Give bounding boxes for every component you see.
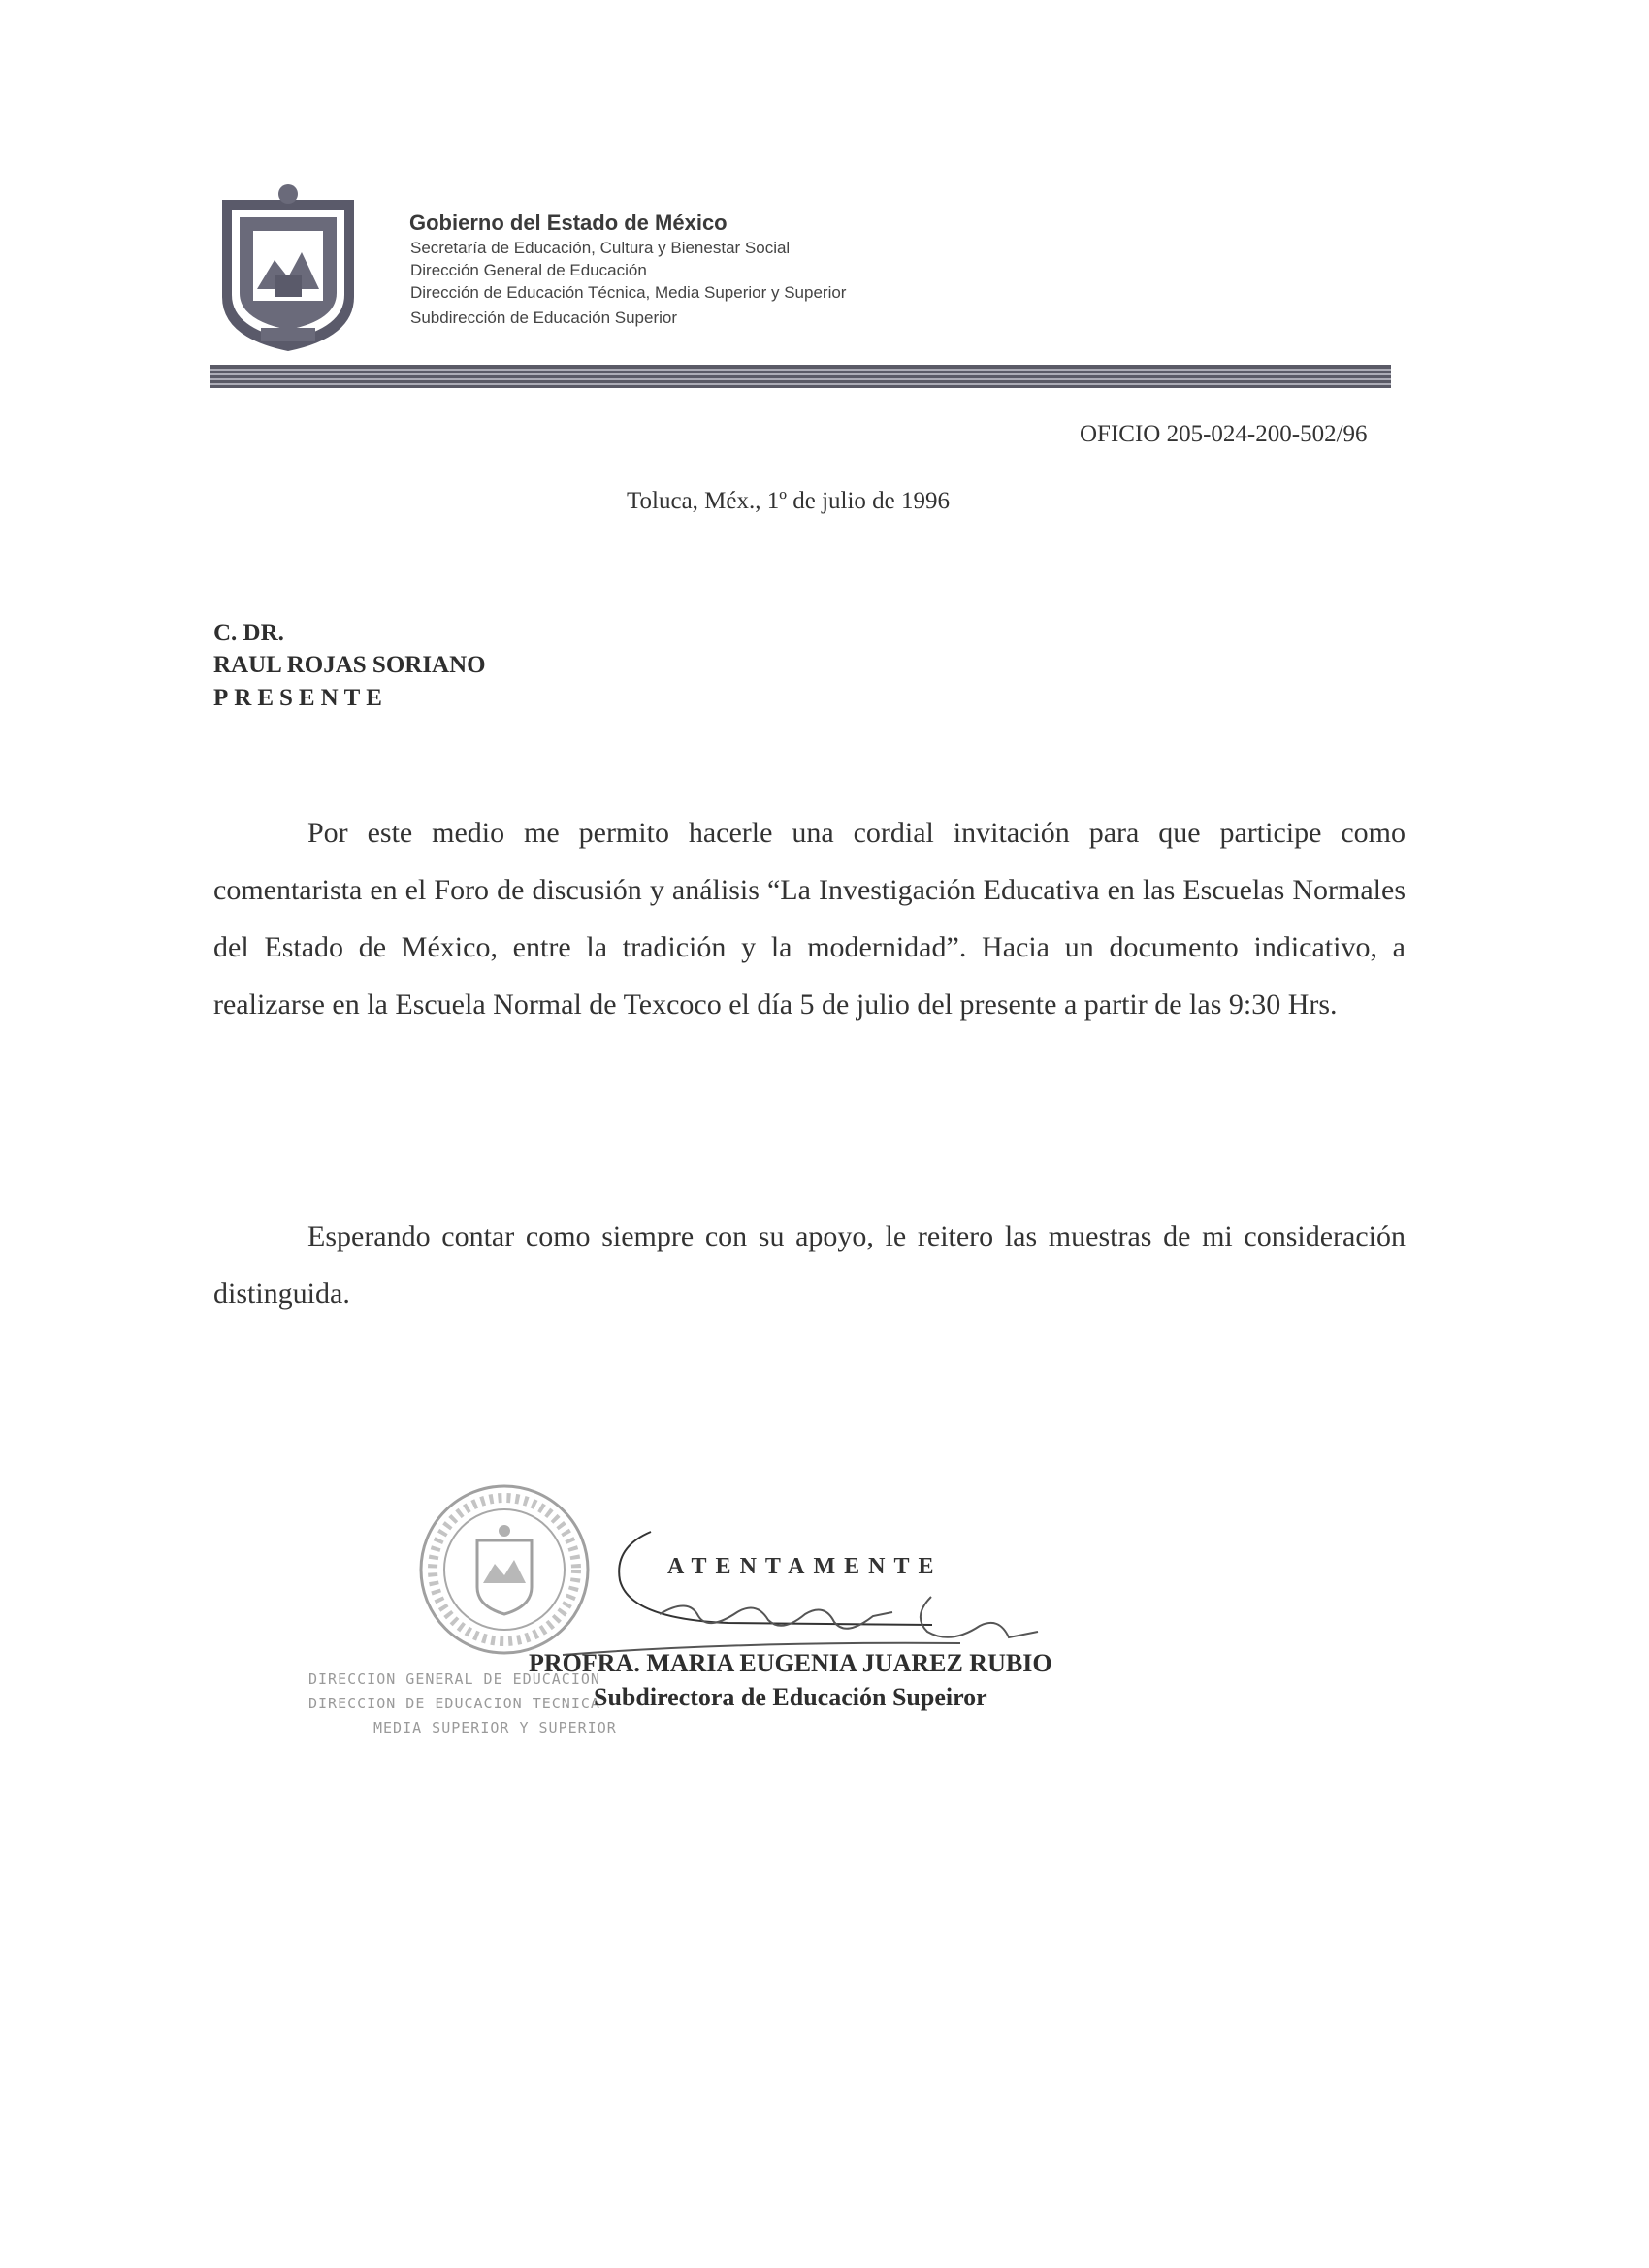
seal-text-line: DIRECCION GENERAL DE EDUCACION	[308, 1670, 600, 1688]
document-reference-number: OFICIO 205-024-200-502/96	[1080, 421, 1368, 447]
state-coat-of-arms-logo	[212, 182, 364, 354]
letterhead-secretariat: Secretaría de Educación, Cultura y Bienestar Social	[410, 239, 791, 257]
place-and-date: Toluca, Méx., 1º de julio de 1996	[627, 488, 951, 514]
seal-text-line: DIRECCION DE EDUCACION TECNICA	[308, 1695, 600, 1712]
addressee-presente: PRESENTE	[213, 685, 388, 711]
closing-salutation: ATENTAMENTE	[667, 1554, 943, 1579]
body-paragraph-closing: Esperando contar como siempre con su apoyo, le reitero las muestras de mi consideración distinguida.	[213, 1220, 1406, 1310]
signer-name: PROFRA. MARIA EUGENIA JUAREZ RUBIO	[529, 1649, 1052, 1677]
letterhead-divider	[210, 365, 1391, 388]
signer-title: Subdirectora de Educación Supeiror	[594, 1683, 987, 1711]
letterhead-subdirection: Subdirección de Educación Superior	[410, 308, 678, 327]
seal-text-line: MEDIA SUPERIOR Y SUPERIOR	[373, 1719, 617, 1736]
letterhead-general-direction: Dirección General de Educación	[410, 261, 647, 279]
addressee-title: C. DR.	[213, 620, 284, 646]
letterhead-government-name: Gobierno del Estado de México	[409, 211, 728, 235]
body-paragraph-invitation: Por este medio me permito hacerle una cordial invitación para que participe como comentarista en el Foro de discusión y análisis “La Investigación Educativa en las Escuelas Normales del Estado de México, entre la tradición y la modernidad”. Hacia un documento indicativo, a realizarse en la Escuela Normal de Texcoco el día 5 de julio del presente a partir de las 9:30 Hrs.	[213, 817, 1406, 1021]
addressee-name: RAUL ROJAS SORIANO	[213, 652, 486, 678]
letterhead-technical-direction: Dirección de Educación Técnica, Media Superior y Superior	[410, 283, 847, 302]
